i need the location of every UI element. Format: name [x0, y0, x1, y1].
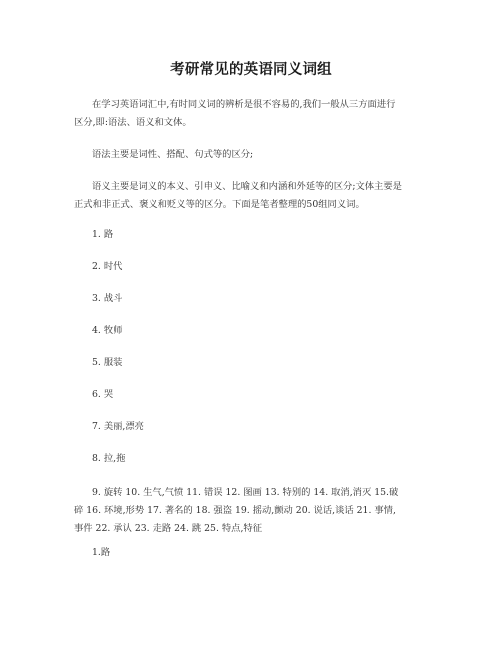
list-item: 2. 时代 — [92, 261, 123, 272]
grammar-paragraph — [74, 146, 446, 164]
semantics-line-2: 正式和非正式、褒义和贬义等的区分。下面是笔者整理的50组同义词。 — [74, 199, 365, 210]
list-item: 5. 服装 — [92, 357, 123, 368]
combined-line-2: 碎 16. 环境,形势 17. 著名的 18. 强盗 19. 摇动,颤动 20. 说话,谈话 21. 事情, — [74, 505, 396, 516]
document-title: 考研常见的英语同义词组 — [170, 62, 332, 78]
list-item: 1. 路 — [92, 229, 114, 240]
section-heading: 1.路 — [92, 547, 111, 558]
semantics-paragraph — [74, 178, 446, 214]
intro-paragraph — [74, 96, 446, 132]
grammar-line: 语法主要是词性、搭配、句式等的区分; — [92, 149, 254, 160]
combined-line-3: 事件 22. 承认 23. 走路 24. 跳 25. 特点,特征 — [74, 523, 263, 534]
list-item: 8. 拉,拖 — [92, 453, 126, 464]
list-item: 4. 牧师 — [92, 325, 123, 336]
semantics-line-1: 语义主要是词义的本义、引申义、比喻义和内涵和外延等的区分;文体主要是 — [92, 181, 402, 192]
intro-line-2: 区分,即:语法、语义和文体。 — [74, 117, 192, 128]
list-item: 7. 美丽,漂亮 — [92, 421, 144, 432]
intro-line-1: 在学习英语词汇中,有时同义词的辨析是很不容易的,我们一般从三方面进行 — [92, 99, 396, 110]
list-item: 6. 哭 — [92, 389, 114, 400]
combined-list-paragraph — [74, 484, 446, 538]
combined-line-1: 9. 旋转 10. 生气,气愤 11. 错误 12. 图画 13. 特别的 14. 取消,消灭 15.破 — [92, 487, 399, 498]
list-item: 3. 战斗 — [92, 293, 123, 304]
